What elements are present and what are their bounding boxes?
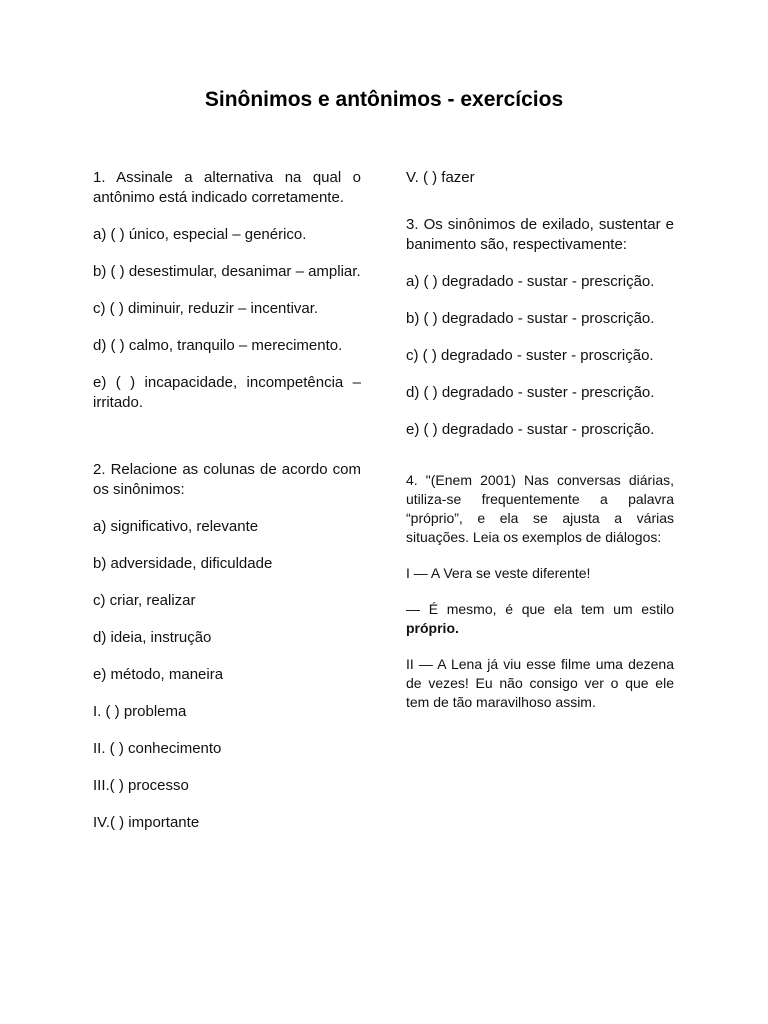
question-3-option-b: b) ( ) degradado - sustar - proscrição. (406, 310, 655, 327)
question-2-left-item: b) adversidade, dificuldade (93, 555, 273, 572)
question-1-option-d: d) ( ) calmo, tranquilo – merecimento. (93, 337, 343, 354)
question-1-prompt: 1. Assinale a alternativa na qual o antônimo está indicado corretamente. (93, 169, 361, 206)
question-2-right-item: I. ( ) problema (93, 703, 187, 720)
question-3-option-c: c) ( ) degradado - suster - proscrição. (406, 347, 654, 364)
dialogue-line (406, 600, 674, 638)
question-1-option-c: c) ( ) diminuir, reduzir – incentivar. (93, 300, 319, 317)
left-column (93, 168, 361, 850)
emphasized-word: próprio. (406, 620, 459, 636)
question-2-right-item: V. ( ) fazer (406, 169, 475, 186)
question-3-prompt: 3. Os sinônimos de exilado, sustentar e banimento são, respectivamente: (406, 216, 674, 253)
question-2-right-item: III.( ) processo (93, 777, 189, 794)
question-2-prompt: 2. Relacione as colunas de acordo com os sinônimos: (93, 461, 361, 498)
question-3-option-d: d) ( ) degradado - suster - prescrição. (406, 384, 655, 401)
dialogue-line: II — A Lena já viu esse filme uma dezena de vezes! Eu não consigo ver o que ele tem de tão maravilhoso assim. (406, 656, 674, 710)
question-4-prompt: 4. "(Enem 2001) Nas conversas diárias, utiliza-se frequentemente a palavra “próprio”, e ela se ajusta a várias situações. Leia os exemplos de diálogos: (406, 472, 674, 545)
dialogue-line: I — A Vera se veste diferente! (406, 565, 591, 581)
question-2-right-item: IV.( ) importante (93, 814, 200, 831)
dialogue-text: — É mesmo, é que ela tem um estilo (406, 601, 674, 617)
question-2-right-item: II. ( ) conhecimento (93, 740, 222, 757)
question-3-option-a: a) ( ) degradado - sustar - prescrição. (406, 273, 655, 290)
question-2-left-item: e) método, maneira (93, 666, 224, 683)
question-2-left-item: c) criar, realizar (93, 592, 196, 609)
question-1-option-a: a) ( ) único, especial – genérico. (93, 226, 307, 243)
question-3-option-e: e) ( ) degradado - sustar - proscrição. (406, 421, 655, 438)
question-2-left-item: d) ideia, instrução (93, 629, 212, 646)
question-2-left-item: a) significativo, relevante (93, 518, 259, 535)
page-title: Sinônimos e antônimos - exercícios (204, 88, 564, 111)
question-1-option-e: e) ( ) incapacidade, incompetência – irritado. (93, 374, 361, 411)
question-1-option-b: b) ( ) desestimular, desanimar – ampliar. (93, 263, 361, 280)
right-column (406, 168, 674, 729)
